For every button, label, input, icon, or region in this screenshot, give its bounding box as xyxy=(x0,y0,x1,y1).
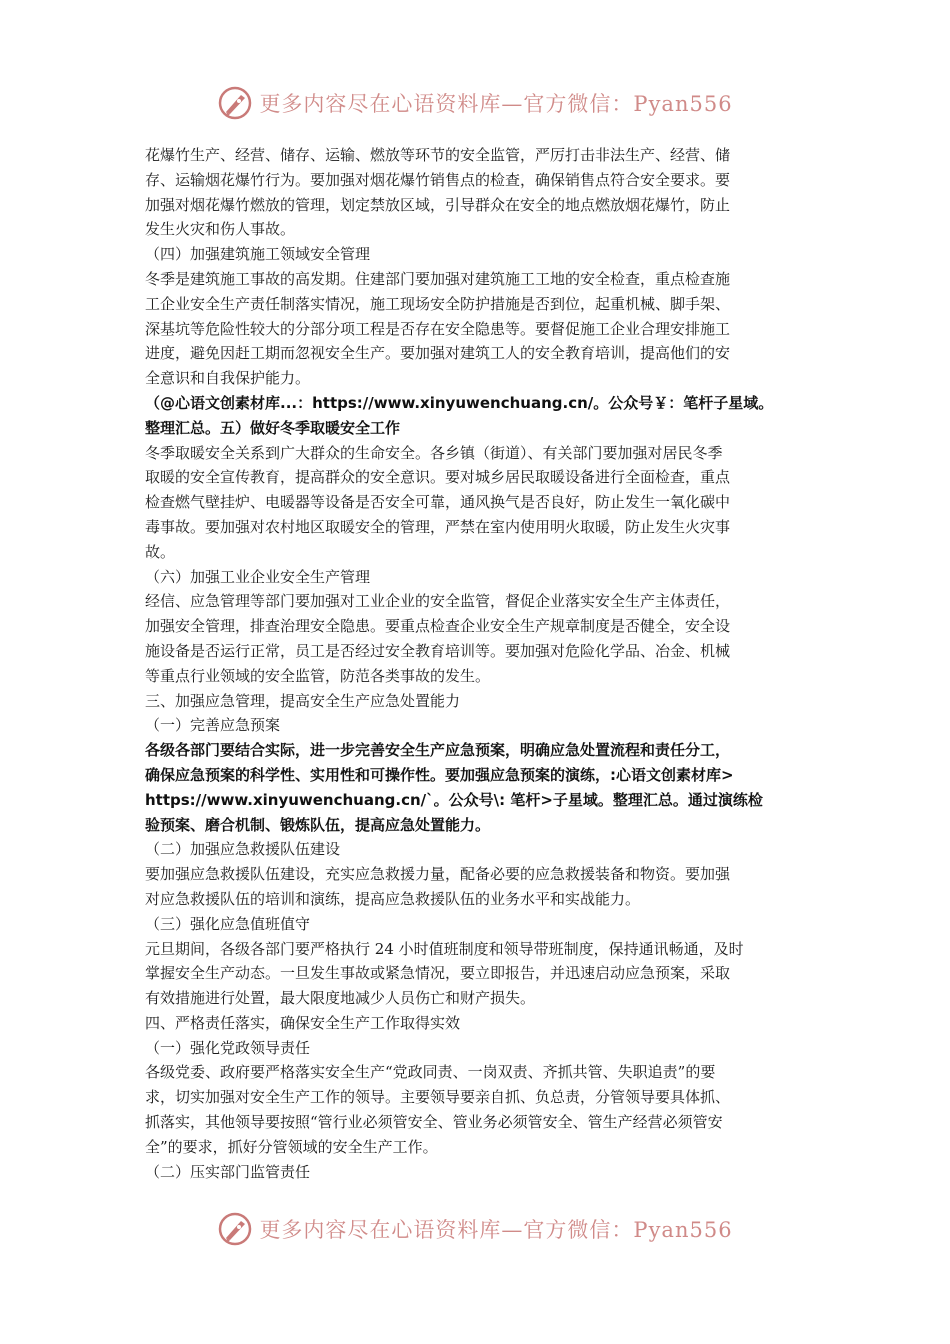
text-line: 验预案、磨合机制、锻炼队伍，提高应急处置能力。 xyxy=(145,815,491,834)
text-line: 经信、应急管理等部门要加强对工业企业的安全监管，督促企业落实安全生产主体责任， xyxy=(145,592,731,611)
text-line: 抓落实，其他领导要按照“管行业必须管安全、管业务必须管安全、管生产经营必须管安 xyxy=(145,1113,723,1132)
text-line: 故。 xyxy=(145,542,176,561)
text-line: 冬季取暖安全关系到广大群众的生命安全。各乡镇（街道）、有关部门要加强对居民冬季 xyxy=(145,443,723,462)
text-line: 掌握安全生产动态。一旦发生事故或紧急情况，要立即报告，并迅速启动应急预案，采取 xyxy=(145,964,731,983)
text-line: 三、加强应急管理，提高安全生产应急处置能力 xyxy=(145,691,461,710)
text-line: 工企业安全生产责任制落实情况，施工现场安全防护措施是否到位，起重机械、脚手架、 xyxy=(145,294,731,313)
text-line: 取暖的安全宣传教育，提高群众的安全意识。要对城乡居民取暖设备进行全面检查，重点 xyxy=(145,468,731,487)
text-line: 深基坑等危险性较大的分部分项工程是否存在安全隐患等。要督促施工企业合理安排施工 xyxy=(145,319,731,338)
text-line: 加强对烟花爆竹燃放的管理，划定禁放区域，引导群众在安全的地点燃放烟花爆竹，防止 xyxy=(145,195,731,214)
text-line: 元旦期间，各级各部门要严格执行 24 小时值班制度和领导带班制度，保持通讯畅通，及时 xyxy=(145,939,744,958)
text-line: 存、运输烟花爆竹行为。要加强对烟花爆竹销售点的检查，确保销售点符合安全要求。要 xyxy=(145,170,731,189)
watermark-footer-text: 更多内容尽在心语资料库—官方微信：Pyan556 xyxy=(259,1218,733,1242)
pen-logo-icon xyxy=(217,1211,253,1247)
text-line: （六）加强工业企业安全生产管理 xyxy=(145,567,371,586)
text-line: 全意识和自我保护能力。 xyxy=(145,369,311,388)
watermark-header-text: 更多内容尽在心语资料库—官方微信：Pyan556 xyxy=(259,92,733,116)
text-line: 对应急救援队伍的培训和演练，提高应急救援队伍的业务水平和实战能力。 xyxy=(145,889,641,908)
text-line: 加强安全管理，排查治理安全隐患。要重点检查企业安全生产规章制度是否健全，安全设 xyxy=(145,617,731,636)
text-line: 四、严格责任落实，确保安全生产工作取得实效 xyxy=(145,1013,461,1032)
text-line: （二）加强应急救援队伍建设 xyxy=(145,840,341,859)
text-line: 要加强应急救援队伍建设，充实应急救援力量，配备必要的应急救援装备和物资。要加强 xyxy=(145,865,731,884)
text-line: 毒事故。要加强对农村地区取暖安全的管理，严禁在室内使用明火取暖，防止发生火灾事 xyxy=(145,517,731,536)
text-line: 花爆竹生产、经营、储存、运输、燃放等环节的安全监管，严厉打击非法生产、经营、储 xyxy=(145,146,731,164)
text-line: 确保应急预案的科学性、实用性和可操作性。要加强应急预案的演练，:心语文创素材库> xyxy=(145,765,734,784)
text-line: （一）强化党政领导责任 xyxy=(145,1038,311,1057)
text-line: https://www.xinyuwenchuang.cn/`。公众号\: 笔杆>子星域。整理汇总。通过演练检 xyxy=(145,790,763,809)
text-line: 检查燃气壁挂炉、电暖器等设备是否安全可靠，通风换气是否良好，防止发生一氧化碳中 xyxy=(145,493,731,512)
text-line: 整理汇总。五）做好冬季取暖安全工作 xyxy=(145,418,401,437)
text-line: 发生火灾和伤人事故。 xyxy=(145,220,296,239)
watermark-footer xyxy=(0,1209,950,1249)
text-line: （二）压实部门监管责任 xyxy=(145,1162,311,1181)
text-line: （四）加强建筑施工领域安全管理 xyxy=(145,245,371,264)
text-line: 冬季是建筑施工事故的高发期。住建部门要加强对建筑施工工地的安全检查，重点检查施 xyxy=(145,269,731,288)
text-line: 等重点行业领域的安全监管，防范各类事故的发生。 xyxy=(145,666,491,685)
text-line: 各级党委、政府要严格落实安全生产“党政同责、一岗双责、齐抓共管、失职追责”的要 xyxy=(145,1063,716,1082)
text-line: （@心语文创素材库...：https://www.xinyuwenchuang.cn/。公众号￥：笔杆子星域。 xyxy=(145,393,774,412)
pen-logo-icon xyxy=(217,85,253,121)
watermark-header xyxy=(0,83,950,123)
text-line: （三）强化应急值班值守 xyxy=(145,914,311,933)
text-line: 各级各部门要结合实际，进一步完善安全生产应急预案，明确应急处置流程和责任分工， xyxy=(145,741,731,760)
text-line: 施设备是否运行正常，员工是否经过安全教育培训等。要加强对危险化学品、冶金、机械 xyxy=(145,641,731,660)
text-line: （一）完善应急预案 xyxy=(145,716,281,735)
text-line: 全”的要求，抓好分管领域的安全生产工作。 xyxy=(145,1137,438,1156)
document-body xyxy=(145,143,810,1184)
text-line: 有效措施进行处置，最大限度地减少人员伤亡和财产损失。 xyxy=(145,989,536,1008)
text-line: 进度，避免因赶工期而忽视安全生产。要加强对建筑工人的安全教育培训，提高他们的安 xyxy=(145,344,731,363)
text-line: 求，切实加强对安全生产工作的领导。主要领导要亲自抓、负总责，分管领导要具体抓、 xyxy=(145,1088,731,1107)
